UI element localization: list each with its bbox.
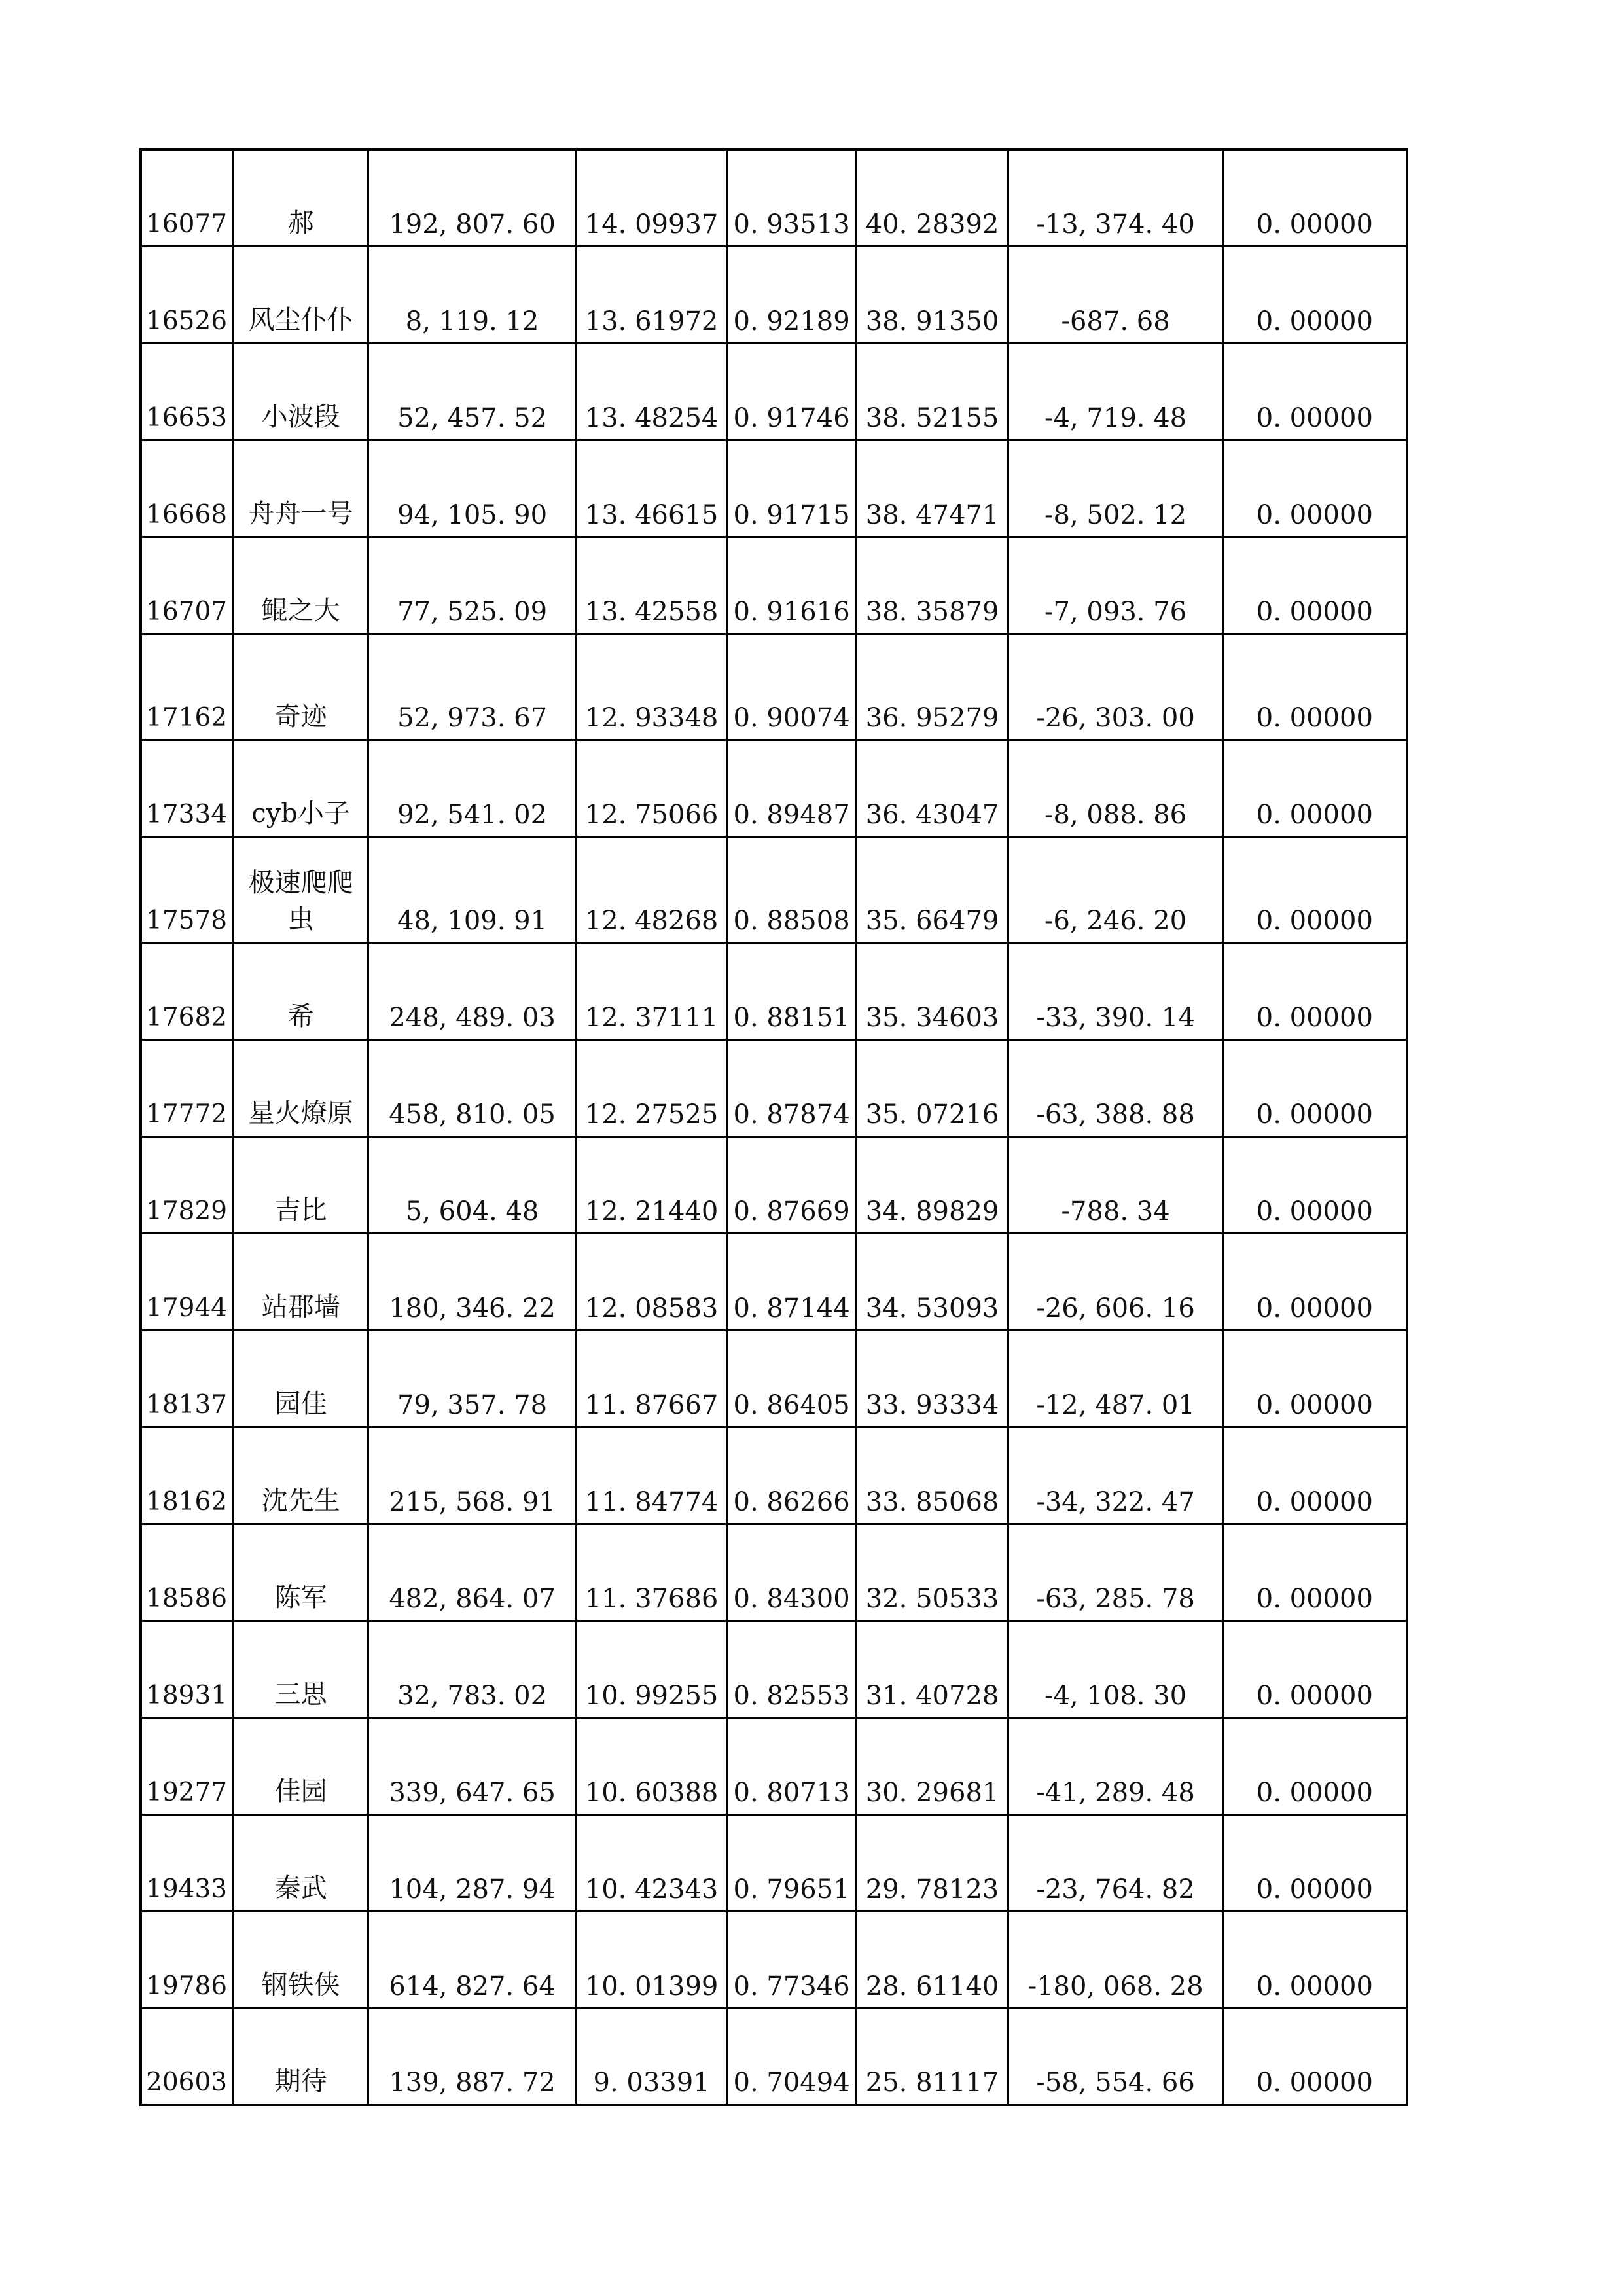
row-value-3: 28. 61140 xyxy=(857,1911,1008,2008)
row-name: 星火燎原 xyxy=(234,1039,368,1136)
row-value-3: 40. 28392 xyxy=(857,149,1008,246)
row-value-1: 12. 75066 xyxy=(577,740,727,836)
table-row xyxy=(141,634,1407,740)
row-delta: -13, 374. 40 xyxy=(1008,149,1223,246)
row-value-5: 0. 00000 xyxy=(1223,343,1407,440)
row-value-1: 12. 27525 xyxy=(577,1039,727,1136)
row-value-2: 0. 92189 xyxy=(727,246,857,343)
row-id: 17772 xyxy=(141,1039,234,1136)
row-delta: -7, 093. 76 xyxy=(1008,537,1223,634)
table-row xyxy=(141,740,1407,836)
row-amount: 32, 783. 02 xyxy=(368,1621,577,1717)
row-value-2: 0. 88508 xyxy=(727,836,857,942)
table-row xyxy=(141,1039,1407,1136)
row-value-3: 35. 07216 xyxy=(857,1039,1008,1136)
row-name: 站郡墙 xyxy=(234,1233,368,1330)
row-value-5: 0. 00000 xyxy=(1223,440,1407,537)
table-row xyxy=(141,1330,1407,1427)
row-value-5: 0. 00000 xyxy=(1223,1524,1407,1621)
row-value-2: 0. 87144 xyxy=(727,1233,857,1330)
row-name: 沈先生 xyxy=(234,1427,368,1524)
row-value-5: 0. 00000 xyxy=(1223,836,1407,942)
table-row xyxy=(141,1524,1407,1621)
row-value-5: 0. 00000 xyxy=(1223,2008,1407,2105)
row-delta: -4, 719. 48 xyxy=(1008,343,1223,440)
table-row xyxy=(141,246,1407,343)
row-value-3: 33. 93334 xyxy=(857,1330,1008,1427)
row-id: 17682 xyxy=(141,942,234,1039)
row-name: 陈军 xyxy=(234,1524,368,1621)
row-value-3: 29. 78123 xyxy=(857,1814,1008,1911)
row-amount: 104, 287. 94 xyxy=(368,1814,577,1911)
row-id: 19786 xyxy=(141,1911,234,2008)
row-value-5: 0. 00000 xyxy=(1223,740,1407,836)
row-value-5: 0. 00000 xyxy=(1223,1330,1407,1427)
row-id: 18931 xyxy=(141,1621,234,1717)
row-value-5: 0. 00000 xyxy=(1223,1136,1407,1233)
row-amount: 52, 973. 67 xyxy=(368,634,577,740)
row-value-1: 13. 42558 xyxy=(577,537,727,634)
row-delta: -23, 764. 82 xyxy=(1008,1814,1223,1911)
row-value-3: 38. 47471 xyxy=(857,440,1008,537)
row-value-5: 0. 00000 xyxy=(1223,1039,1407,1136)
row-id: 16707 xyxy=(141,537,234,634)
table-row xyxy=(141,942,1407,1039)
row-delta: -8, 502. 12 xyxy=(1008,440,1223,537)
row-value-1: 12. 48268 xyxy=(577,836,727,942)
row-amount: 458, 810. 05 xyxy=(368,1039,577,1136)
row-value-3: 30. 29681 xyxy=(857,1717,1008,1814)
row-name: 郝 xyxy=(234,149,368,246)
row-amount: 79, 357. 78 xyxy=(368,1330,577,1427)
row-value-1: 11. 87667 xyxy=(577,1330,727,1427)
row-id: 18586 xyxy=(141,1524,234,1621)
row-amount: 614, 827. 64 xyxy=(368,1911,577,2008)
row-value-1: 12. 37111 xyxy=(577,942,727,1039)
row-value-5: 0. 00000 xyxy=(1223,537,1407,634)
row-name: 三思 xyxy=(234,1621,368,1717)
row-value-3: 35. 66479 xyxy=(857,836,1008,942)
row-amount: 248, 489. 03 xyxy=(368,942,577,1039)
row-id: 16653 xyxy=(141,343,234,440)
row-delta: -180, 068. 28 xyxy=(1008,1911,1223,2008)
row-value-5: 0. 00000 xyxy=(1223,246,1407,343)
row-delta: -6, 246. 20 xyxy=(1008,836,1223,942)
row-value-2: 0. 93513 xyxy=(727,149,857,246)
row-value-1: 13. 61972 xyxy=(577,246,727,343)
row-value-3: 36. 43047 xyxy=(857,740,1008,836)
row-value-2: 0. 80713 xyxy=(727,1717,857,1814)
row-delta: -63, 388. 88 xyxy=(1008,1039,1223,1136)
row-value-2: 0. 91616 xyxy=(727,537,857,634)
row-amount: 5, 604. 48 xyxy=(368,1136,577,1233)
row-id: 19433 xyxy=(141,1814,234,1911)
row-value-2: 0. 86405 xyxy=(727,1330,857,1427)
row-value-3: 32. 50533 xyxy=(857,1524,1008,1621)
row-value-3: 34. 89829 xyxy=(857,1136,1008,1233)
row-value-3: 38. 35879 xyxy=(857,537,1008,634)
row-value-5: 0. 00000 xyxy=(1223,1814,1407,1911)
row-delta: -8, 088. 86 xyxy=(1008,740,1223,836)
row-value-2: 0. 70494 xyxy=(727,2008,857,2105)
row-value-3: 25. 81117 xyxy=(857,2008,1008,2105)
row-id: 20603 xyxy=(141,2008,234,2105)
row-amount: 48, 109. 91 xyxy=(368,836,577,942)
row-id: 17944 xyxy=(141,1233,234,1330)
row-value-1: 11. 37686 xyxy=(577,1524,727,1621)
table-row xyxy=(141,440,1407,537)
row-delta: -63, 285. 78 xyxy=(1008,1524,1223,1621)
row-value-3: 36. 95279 xyxy=(857,634,1008,740)
row-value-1: 12. 21440 xyxy=(577,1136,727,1233)
row-value-2: 0. 82553 xyxy=(727,1621,857,1717)
table-row xyxy=(141,1717,1407,1814)
row-value-3: 33. 85068 xyxy=(857,1427,1008,1524)
row-value-2: 0. 91715 xyxy=(727,440,857,537)
row-id: 16668 xyxy=(141,440,234,537)
row-value-2: 0. 87669 xyxy=(727,1136,857,1233)
row-id: 18162 xyxy=(141,1427,234,1524)
row-delta: -788. 34 xyxy=(1008,1136,1223,1233)
row-value-1: 10. 60388 xyxy=(577,1717,727,1814)
row-value-2: 0. 79651 xyxy=(727,1814,857,1911)
row-value-5: 0. 00000 xyxy=(1223,149,1407,246)
row-value-3: 31. 40728 xyxy=(857,1621,1008,1717)
row-value-1: 11. 84774 xyxy=(577,1427,727,1524)
row-name: 秦武 xyxy=(234,1814,368,1911)
row-value-5: 0. 00000 xyxy=(1223,1427,1407,1524)
row-delta: -26, 303. 00 xyxy=(1008,634,1223,740)
table-row xyxy=(141,1814,1407,1911)
row-name: 园佳 xyxy=(234,1330,368,1427)
table-row xyxy=(141,149,1407,246)
row-name: 钢铁侠 xyxy=(234,1911,368,2008)
row-amount: 77, 525. 09 xyxy=(368,537,577,634)
row-id: 17162 xyxy=(141,634,234,740)
row-name: 希 xyxy=(234,942,368,1039)
row-name: 极速爬爬虫 xyxy=(234,836,368,942)
row-value-1: 10. 01399 xyxy=(577,1911,727,2008)
row-delta: -33, 390. 14 xyxy=(1008,942,1223,1039)
row-value-5: 0. 00000 xyxy=(1223,1717,1407,1814)
row-value-3: 38. 91350 xyxy=(857,246,1008,343)
row-id: 18137 xyxy=(141,1330,234,1427)
row-amount: 139, 887. 72 xyxy=(368,2008,577,2105)
table-row xyxy=(141,343,1407,440)
row-name: 小波段 xyxy=(234,343,368,440)
row-value-2: 0. 86266 xyxy=(727,1427,857,1524)
row-amount: 339, 647. 65 xyxy=(368,1717,577,1814)
row-delta: -4, 108. 30 xyxy=(1008,1621,1223,1717)
row-amount: 180, 346. 22 xyxy=(368,1233,577,1330)
row-amount: 92, 541. 02 xyxy=(368,740,577,836)
row-value-1: 13. 48254 xyxy=(577,343,727,440)
row-value-5: 0. 00000 xyxy=(1223,942,1407,1039)
row-value-2: 0. 90074 xyxy=(727,634,857,740)
row-delta: -687. 68 xyxy=(1008,246,1223,343)
row-value-1: 10. 42343 xyxy=(577,1814,727,1911)
row-value-3: 35. 34603 xyxy=(857,942,1008,1039)
row-value-5: 0. 00000 xyxy=(1223,1621,1407,1717)
row-value-3: 38. 52155 xyxy=(857,343,1008,440)
row-name: 风尘仆仆 xyxy=(234,246,368,343)
row-delta: -41, 289. 48 xyxy=(1008,1717,1223,1814)
row-value-3: 34. 53093 xyxy=(857,1233,1008,1330)
row-name: 鲲之大 xyxy=(234,537,368,634)
row-value-1: 14. 09937 xyxy=(577,149,727,246)
row-value-2: 0. 88151 xyxy=(727,942,857,1039)
row-amount: 482, 864. 07 xyxy=(368,1524,577,1621)
row-id: 17578 xyxy=(141,836,234,942)
row-value-2: 0. 84300 xyxy=(727,1524,857,1621)
row-value-1: 12. 93348 xyxy=(577,634,727,740)
row-id: 16526 xyxy=(141,246,234,343)
row-id: 16077 xyxy=(141,149,234,246)
row-value-2: 0. 87874 xyxy=(727,1039,857,1136)
row-delta: -12, 487. 01 xyxy=(1008,1330,1223,1427)
row-delta: -34, 322. 47 xyxy=(1008,1427,1223,1524)
row-name: 佳园 xyxy=(234,1717,368,1814)
row-value-2: 0. 89487 xyxy=(727,740,857,836)
row-value-1: 12. 08583 xyxy=(577,1233,727,1330)
row-delta: -26, 606. 16 xyxy=(1008,1233,1223,1330)
row-amount: 215, 568. 91 xyxy=(368,1427,577,1524)
row-delta: -58, 554. 66 xyxy=(1008,2008,1223,2105)
row-value-2: 0. 91746 xyxy=(727,343,857,440)
table-row xyxy=(141,1136,1407,1233)
row-id: 19277 xyxy=(141,1717,234,1814)
table-row xyxy=(141,1911,1407,2008)
row-name: 期待 xyxy=(234,2008,368,2105)
ranking-table xyxy=(139,148,1408,2106)
row-value-2: 0. 77346 xyxy=(727,1911,857,2008)
table-row xyxy=(141,1427,1407,1524)
row-id: 17829 xyxy=(141,1136,234,1233)
table-body xyxy=(141,149,1407,2105)
row-value-5: 0. 00000 xyxy=(1223,1911,1407,2008)
table-row xyxy=(141,1621,1407,1717)
row-value-1: 9. 03391 xyxy=(577,2008,727,2105)
row-name: cyb小子 xyxy=(234,740,368,836)
row-amount: 94, 105. 90 xyxy=(368,440,577,537)
table-row xyxy=(141,2008,1407,2105)
row-amount: 52, 457. 52 xyxy=(368,343,577,440)
row-value-5: 0. 00000 xyxy=(1223,1233,1407,1330)
row-name: 吉比 xyxy=(234,1136,368,1233)
row-value-1: 13. 46615 xyxy=(577,440,727,537)
row-amount: 8, 119. 12 xyxy=(368,246,577,343)
table-row xyxy=(141,1233,1407,1330)
row-name: 舟舟一号 xyxy=(234,440,368,537)
row-value-1: 10. 99255 xyxy=(577,1621,727,1717)
table-row xyxy=(141,537,1407,634)
row-name: 奇迹 xyxy=(234,634,368,740)
row-id: 17334 xyxy=(141,740,234,836)
row-amount: 192, 807. 60 xyxy=(368,149,577,246)
table-row xyxy=(141,836,1407,942)
row-value-5: 0. 00000 xyxy=(1223,634,1407,740)
